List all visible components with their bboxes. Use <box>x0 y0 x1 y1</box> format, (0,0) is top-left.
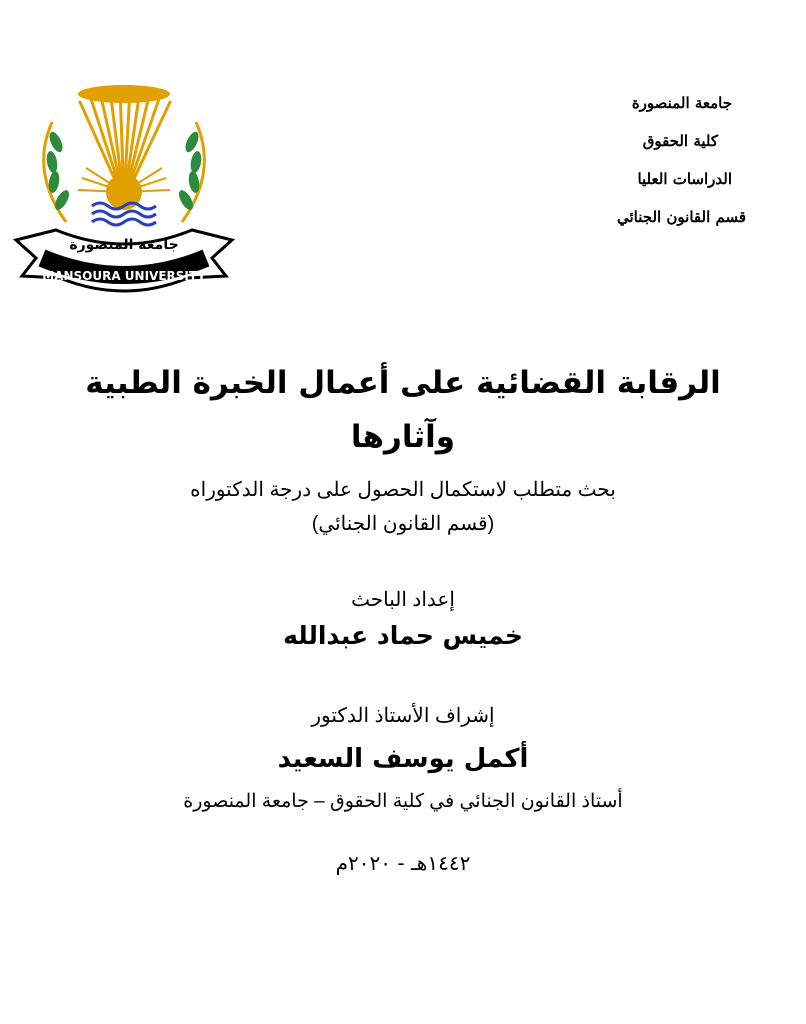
thesis-title-line-2: وآثارها <box>350 419 456 455</box>
university-name: جامعة المنصورة <box>631 94 732 112</box>
thesis-title-line-1: الرقابة القضائية على أعمال الخبرة الطبية <box>85 365 721 401</box>
svg-text:جامعة المنصورة: جامعة المنصورة <box>69 237 179 253</box>
supervisor-position: أستاذ القانون الجنائي في كلية الحقوق – جامعة المنصورة <box>183 791 623 812</box>
preparation-label: إعداد الباحث <box>351 589 455 611</box>
university-header <box>506 84 746 236</box>
svg-text:MANSOURA UNIVERSITY: MANSOURA UNIVERSITY <box>42 269 206 283</box>
department-name: قسم القانون الجنائي <box>616 208 746 226</box>
supervision-label: إشراف الأستاذ الدكتور <box>311 705 495 727</box>
postgraduate-studies: الدراسات العليا <box>637 170 732 188</box>
faculty-name: كلية الحقوق <box>642 132 718 150</box>
researcher-name: خميس حماد عبدالله <box>283 621 523 650</box>
department-note: (قسم القانون الجنائي) <box>311 513 495 535</box>
thesis-subtitle: بحث متطلب لاستكمال الحصول على درجة الدكتوراه <box>190 479 616 501</box>
thesis-date: ١٤٤٢هـ - ٢٠٢٠م <box>335 851 471 875</box>
supervisor-name: أكمل يوسف السعيد <box>277 744 529 774</box>
mansoura-university-logo <box>12 82 236 308</box>
